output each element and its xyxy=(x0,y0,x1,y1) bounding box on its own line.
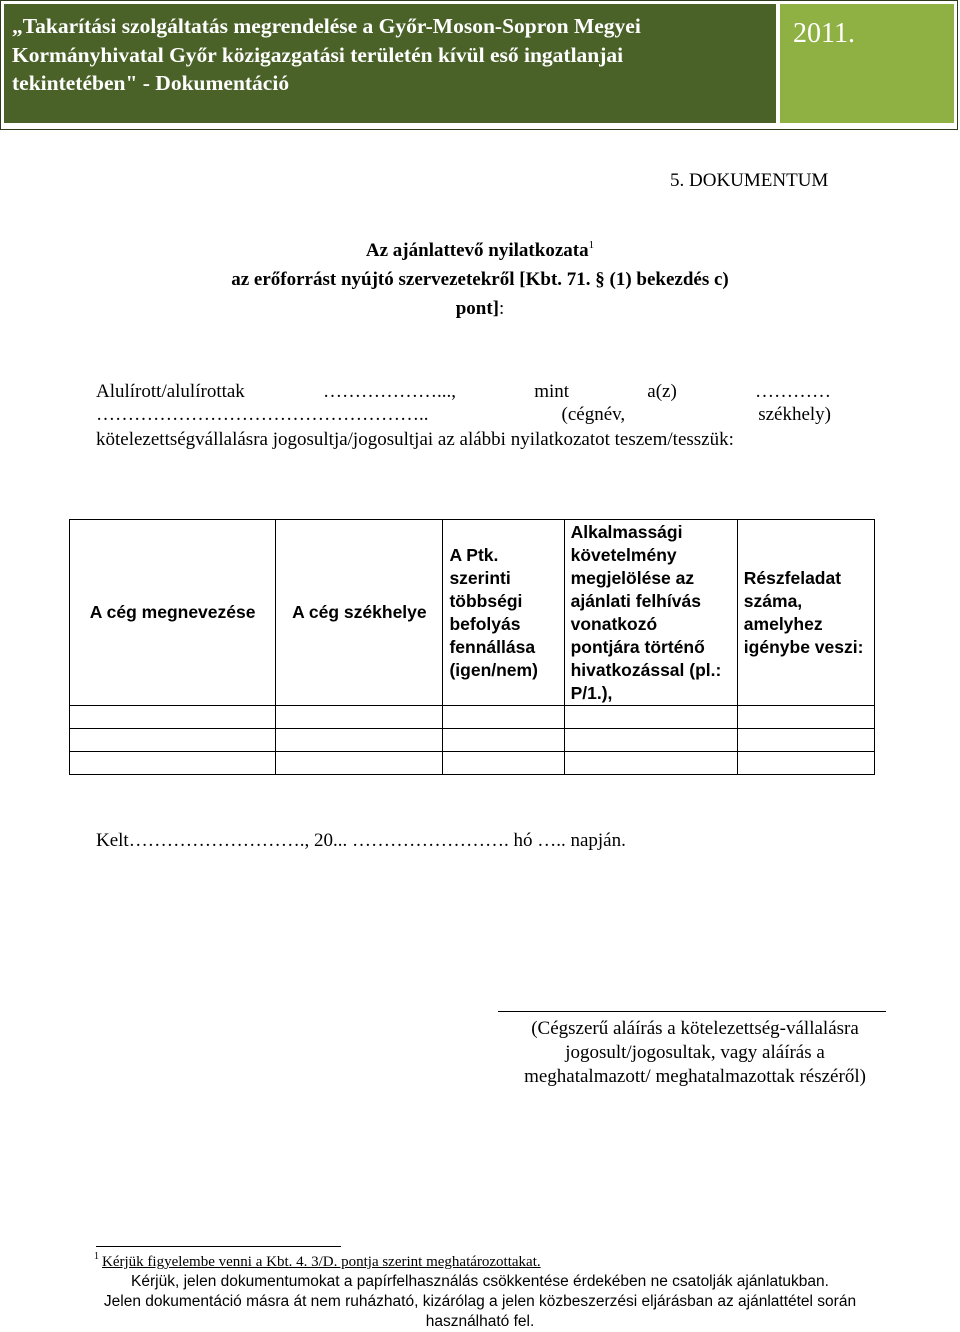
date-line: Kelt………………………., 20... ……………………. hó ….. napján. xyxy=(96,830,626,851)
table-cell[interactable] xyxy=(276,706,443,729)
table-cell[interactable] xyxy=(737,706,874,729)
statement-line3: kötelezettségvállalásra jogosultja/jogosultjai az alábbi nyilatkozatot teszem/tesszük: xyxy=(96,429,734,450)
header-title-line1: „Takarítási szolgáltatás megrendelése a Győr-Moson-Sopron Megyei xyxy=(12,14,641,38)
footer-line3: használható fel. xyxy=(425,1313,535,1330)
table-cell[interactable] xyxy=(276,752,443,775)
table-cell[interactable] xyxy=(564,729,737,752)
table-cell[interactable] xyxy=(70,729,276,752)
signature-caption-line2: jogosult/jogosultak, vagy aláírás a xyxy=(565,1042,825,1063)
footer-line1: Kérjük, jelen dokumentumokat a papírfelhasználás csökkentése érdekében ne csatolják ajánlatukban. xyxy=(131,1273,829,1290)
table-cell[interactable] xyxy=(737,752,874,775)
footnote xyxy=(94,1252,541,1272)
page-footer xyxy=(60,1272,900,1332)
statement-line1: Alulírott/alulírottak ………………..., mint a(z) ………… xyxy=(96,381,831,402)
footnote-number: 1 xyxy=(94,1251,99,1262)
column-header-subtask-number: Részfeladat száma, amelyhez igénybe veszi: xyxy=(737,520,874,706)
header-title xyxy=(12,12,772,98)
statement-line2: …………………………………………….. (cégnév, székhely) xyxy=(96,404,831,425)
table-cell[interactable] xyxy=(70,706,276,729)
signature-caption-line3: meghatalmazott/ meghatalmazottak részéről) xyxy=(524,1066,866,1087)
footnote-separator xyxy=(96,1246,341,1247)
signature-caption-line1: (Cégszerű aláírás a kötelezettség-vállalásra xyxy=(531,1018,859,1039)
table-cell[interactable] xyxy=(564,752,737,775)
table-cell[interactable] xyxy=(443,752,564,775)
heading-line2: az erőforrást nyújtó szervezetekről [Kbt. 71. § (1) bekezdés c) xyxy=(231,269,729,290)
table-row xyxy=(70,706,875,729)
table-row xyxy=(70,752,875,775)
signature-caption xyxy=(480,1017,910,1089)
footer-line2: Jelen dokumentáció másra át nem ruházható, kizárólag a jelen közbeszerzési eljárásban az ajánlattétel során xyxy=(103,1293,857,1310)
table-cell[interactable] xyxy=(70,752,276,775)
table-cell[interactable] xyxy=(564,706,737,729)
table-header-row xyxy=(70,520,875,706)
header-year: 2011. xyxy=(793,18,855,49)
table-cell[interactable] xyxy=(443,729,564,752)
document-heading xyxy=(120,236,840,323)
column-header-majority-influence: A Ptk. szerinti többségi befolyás fennállása (igen/nem) xyxy=(443,520,564,706)
heading-line3-colon: : xyxy=(499,298,505,319)
header-title-line3: tekintetében" - Dokumentáció xyxy=(12,71,290,95)
column-header-company-name: A cég megnevezése xyxy=(70,520,276,706)
document-number: 5. DOKUMENTUM xyxy=(670,170,829,191)
column-header-company-seat: A cég székhelye xyxy=(276,520,443,706)
table-cell[interactable] xyxy=(737,729,874,752)
table-cell[interactable] xyxy=(443,706,564,729)
footnote-reference: 1 xyxy=(588,239,595,251)
column-header-suitability-requirement: Alkalmassági követelmény megjelölése az ajánlati felhívás vonatkozó pontjára történő hivatkozással (pl.: P/1.), xyxy=(564,520,737,706)
header-title-line2: Kormányhivatal Győr közigazgatási területén kívül eső ingatlanjai xyxy=(12,42,624,67)
footnote-text: Kérjük figyelembe venni a Kbt. 4. 3/D. pontja szerint meghatározottakat. xyxy=(102,1254,541,1270)
heading-line1: Az ajánlattevő nyilatkozata xyxy=(365,240,589,261)
table-cell[interactable] xyxy=(276,729,443,752)
resource-providers-table xyxy=(69,519,875,775)
signature-line xyxy=(498,1011,886,1012)
table-row xyxy=(70,729,875,752)
heading-line3: pont] xyxy=(455,298,499,319)
